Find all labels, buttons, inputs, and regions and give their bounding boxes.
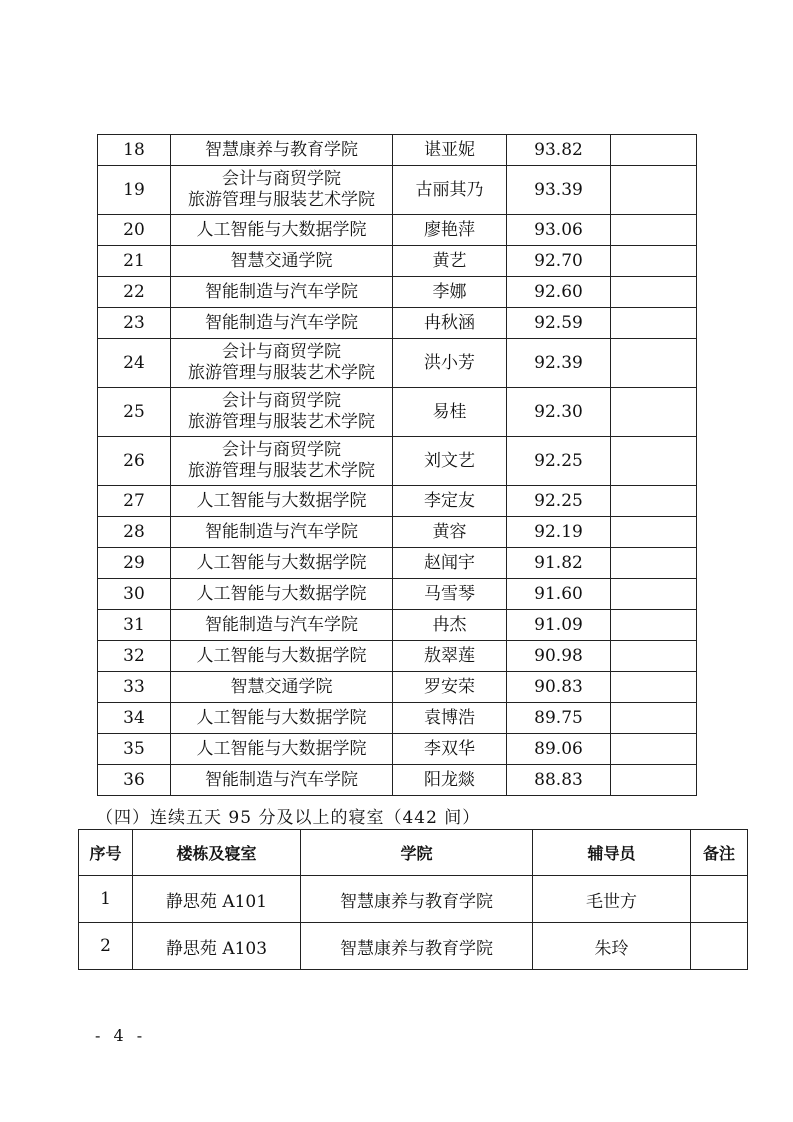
student-name: 易桂 — [393, 388, 507, 437]
college-cell — [171, 703, 393, 734]
college-name: 人工智能与大数据学院 — [196, 707, 367, 728]
dorm-table-header — [79, 830, 748, 876]
row-number: 33 — [98, 672, 171, 703]
college-name: 人工智能与大数据学院 — [196, 219, 367, 240]
remark-cell — [611, 734, 697, 765]
remark-cell — [611, 672, 697, 703]
remark-cell — [691, 876, 748, 923]
college-cell — [171, 486, 393, 517]
college-cell — [171, 215, 393, 246]
student-name: 谌亚妮 — [393, 135, 507, 166]
remark-cell — [611, 277, 697, 308]
college-name: 智慧康养与教育学院 — [301, 876, 533, 923]
row-number: 34 — [98, 703, 171, 734]
college-name: 会计与商贸学院 — [222, 169, 341, 189]
row-number: 2 — [79, 923, 133, 970]
college-name: 智能制造与汽车学院 — [205, 312, 358, 333]
score-value: 92.25 — [507, 437, 611, 486]
header-room: 楼栋及寝室 — [133, 830, 301, 876]
score-value: 92.60 — [507, 277, 611, 308]
college-name: 人工智能与大数据学院 — [196, 738, 367, 759]
counselor-name: 毛世方 — [533, 876, 691, 923]
row-number: 36 — [98, 765, 171, 796]
student-name: 古丽其乃 — [393, 166, 507, 215]
row-number: 31 — [98, 610, 171, 641]
page-number: - 4 - — [95, 1026, 147, 1045]
college-name: 智慧交通学院 — [230, 676, 333, 697]
score-value: 91.82 — [507, 548, 611, 579]
remark-cell — [611, 135, 697, 166]
college-cell — [171, 339, 393, 388]
table-row — [98, 277, 697, 308]
dorm-room: 静思苑 A101 — [133, 876, 301, 923]
table-row — [98, 486, 697, 517]
table-row — [98, 641, 697, 672]
score-value: 93.82 — [507, 135, 611, 166]
remark-cell — [611, 339, 697, 388]
student-name: 敖翠莲 — [393, 641, 507, 672]
college-cell — [171, 166, 393, 215]
college-name: 智慧康养与教育学院 — [301, 923, 533, 970]
student-name: 黄艺 — [393, 246, 507, 277]
remark-cell — [611, 610, 697, 641]
header-counselor: 辅导员 — [533, 830, 691, 876]
score-value: 92.25 — [507, 486, 611, 517]
college-name: 旅游管理与服装艺术学院 — [188, 412, 375, 432]
row-number: 21 — [98, 246, 171, 277]
score-value: 89.06 — [507, 734, 611, 765]
college-name: 旅游管理与服装艺术学院 — [188, 363, 375, 383]
college-cell — [171, 672, 393, 703]
row-number: 28 — [98, 517, 171, 548]
student-name: 李双华 — [393, 734, 507, 765]
remark-cell — [611, 548, 697, 579]
student-name: 洪小芳 — [393, 339, 507, 388]
table-row — [98, 610, 697, 641]
counselor-name: 朱玲 — [533, 923, 691, 970]
college-name: 智能制造与汽车学院 — [205, 614, 358, 635]
remark-cell — [611, 437, 697, 486]
score-table — [97, 134, 697, 796]
college-cell — [171, 610, 393, 641]
remark-cell — [611, 246, 697, 277]
college-cell — [171, 765, 393, 796]
student-name: 李娜 — [393, 277, 507, 308]
college-name: 人工智能与大数据学院 — [196, 583, 367, 604]
remark-cell — [611, 517, 697, 548]
student-name: 马雪琴 — [393, 579, 507, 610]
college-cell — [171, 277, 393, 308]
row-number: 25 — [98, 388, 171, 437]
college-name: 人工智能与大数据学院 — [196, 645, 367, 666]
score-value: 90.98 — [507, 641, 611, 672]
college-name: 智慧康养与教育学院 — [205, 139, 358, 160]
college-cell — [171, 517, 393, 548]
student-name: 罗安荣 — [393, 672, 507, 703]
row-number: 35 — [98, 734, 171, 765]
table-row — [98, 703, 697, 734]
row-number: 1 — [79, 876, 133, 923]
college-cell — [171, 246, 393, 277]
student-name: 袁博浩 — [393, 703, 507, 734]
student-name: 廖艳萍 — [393, 215, 507, 246]
college-cell — [171, 308, 393, 339]
header-no: 序号 — [79, 830, 133, 876]
remark-cell — [611, 388, 697, 437]
college-name: 旅游管理与服装艺术学院 — [188, 190, 375, 210]
row-number: 27 — [98, 486, 171, 517]
table-row — [98, 166, 697, 215]
row-number: 32 — [98, 641, 171, 672]
college-name: 会计与商贸学院 — [222, 391, 341, 411]
table-row — [98, 308, 697, 339]
college-name: 会计与商贸学院 — [222, 440, 341, 460]
score-value: 92.70 — [507, 246, 611, 277]
college-name: 人工智能与大数据学院 — [196, 552, 367, 573]
row-number: 18 — [98, 135, 171, 166]
row-number: 29 — [98, 548, 171, 579]
row-number: 20 — [98, 215, 171, 246]
table-row — [98, 765, 697, 796]
student-name: 阳龙燚 — [393, 765, 507, 796]
remark-cell — [611, 703, 697, 734]
table-row — [98, 672, 697, 703]
table-row — [98, 215, 697, 246]
student-name: 李定友 — [393, 486, 507, 517]
college-cell — [171, 437, 393, 486]
student-name: 冉杰 — [393, 610, 507, 641]
row-number: 19 — [98, 166, 171, 215]
remark-cell — [691, 923, 748, 970]
remark-cell — [611, 215, 697, 246]
dorm-section-heading: （四）连续五天 95 分及以上的寝室（442 间） — [96, 808, 481, 828]
remark-cell — [611, 641, 697, 672]
table-row — [98, 388, 697, 437]
college-cell — [171, 734, 393, 765]
score-value: 92.59 — [507, 308, 611, 339]
college-name: 智能制造与汽车学院 — [205, 521, 358, 542]
row-number: 26 — [98, 437, 171, 486]
dorm-table — [78, 829, 748, 970]
score-value: 90.83 — [507, 672, 611, 703]
student-name: 刘文艺 — [393, 437, 507, 486]
student-name: 冉秋涵 — [393, 308, 507, 339]
dorm-room: 静思苑 A103 — [133, 923, 301, 970]
remark-cell — [611, 579, 697, 610]
score-value: 88.83 — [507, 765, 611, 796]
score-value: 89.75 — [507, 703, 611, 734]
table-row — [98, 579, 697, 610]
college-name: 智慧交通学院 — [230, 250, 333, 271]
remark-cell — [611, 308, 697, 339]
college-cell — [171, 548, 393, 579]
table-row — [98, 246, 697, 277]
college-name: 会计与商贸学院 — [222, 342, 341, 362]
college-name: 智能制造与汽车学院 — [205, 281, 358, 302]
score-value: 92.39 — [507, 339, 611, 388]
table-row — [79, 876, 748, 923]
table-row — [98, 548, 697, 579]
header-remark: 备注 — [691, 830, 748, 876]
remark-cell — [611, 486, 697, 517]
row-number: 22 — [98, 277, 171, 308]
table-row — [98, 517, 697, 548]
college-name: 人工智能与大数据学院 — [196, 490, 367, 511]
score-value: 93.06 — [507, 215, 611, 246]
header-college: 学院 — [301, 830, 533, 876]
college-cell — [171, 641, 393, 672]
table-row — [98, 734, 697, 765]
row-number: 30 — [98, 579, 171, 610]
college-cell — [171, 135, 393, 166]
row-number: 24 — [98, 339, 171, 388]
score-value: 93.39 — [507, 166, 611, 215]
table-row — [79, 923, 748, 970]
table-row — [98, 135, 697, 166]
student-name: 赵闻宇 — [393, 548, 507, 579]
remark-cell — [611, 166, 697, 215]
score-value: 92.30 — [507, 388, 611, 437]
college-cell — [171, 388, 393, 437]
remark-cell — [611, 765, 697, 796]
student-name: 黄容 — [393, 517, 507, 548]
score-value: 91.09 — [507, 610, 611, 641]
score-value: 91.60 — [507, 579, 611, 610]
college-name: 旅游管理与服装艺术学院 — [188, 461, 375, 481]
college-cell — [171, 579, 393, 610]
college-name: 智能制造与汽车学院 — [205, 769, 358, 790]
score-value: 92.19 — [507, 517, 611, 548]
row-number: 23 — [98, 308, 171, 339]
table-row — [98, 437, 697, 486]
table-row — [98, 339, 697, 388]
